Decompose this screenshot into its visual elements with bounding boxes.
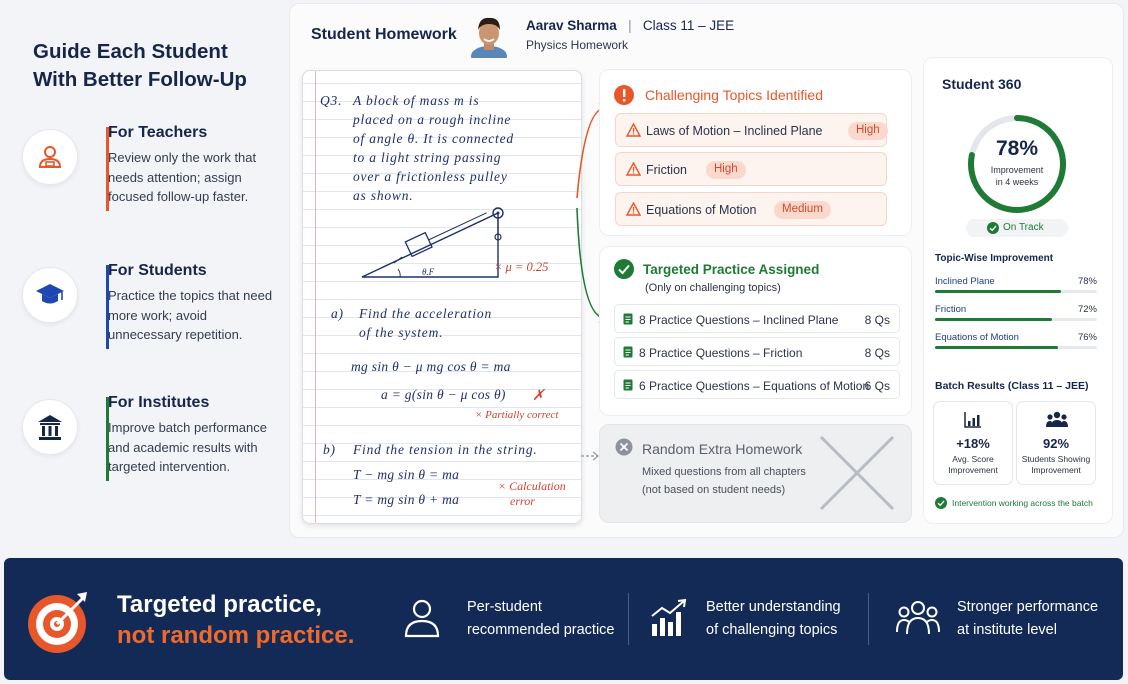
growth-chart-icon [650,598,688,638]
group-icon [896,600,940,636]
practice-label: 6 Practice Questions – Equations of Motion [639,379,870,393]
improvement-label-1: Improvement [990,165,1044,175]
headline-line-1: Guide Each Student [33,40,228,63]
banner-item-3-line-2: at institute level [957,622,1057,638]
batch-title: Batch Results (Class 11 – JEE) [935,380,1089,392]
random-line-1: Mixed questions from all chapters [642,466,806,478]
banner-divider [628,593,629,645]
practice-item[interactable] [614,304,900,333]
audience-teachers [20,124,282,227]
banner-item-3 [957,596,1098,642]
question-line-2: placed on a rough incline [353,112,512,127]
level-badge: High [706,161,746,179]
banner-item-1-line-2: recommended practice [467,622,615,638]
topic-item[interactable] [615,152,887,186]
improvement-value: 78% [995,137,1039,160]
topic-bar-label: Inclined Plane [935,276,995,287]
topic-bar-fill [935,346,1058,349]
warning-icon [626,162,641,176]
topic-item[interactable] [615,113,887,147]
topic-bar-label: Equations of Motion [935,332,1019,343]
level-badge: High [848,122,888,140]
avg-score-value: +18% [956,436,990,451]
students-showing-tile [1016,401,1096,485]
students-showing-label-1: Students Showing [1021,454,1091,464]
banner-item-2 [706,596,841,642]
teacher-icon [22,129,78,185]
part-a-line-1: Find the acceleration [359,306,493,321]
institutes-title: For Institutes [108,394,210,411]
equation-a1: mg sin θ − μ mg cos θ = ma [351,359,511,374]
warning-icon [626,123,641,137]
level-badge: Medium [774,201,831,219]
chart-icon [964,411,982,428]
improvement-label-2: in 4 weeks [995,177,1039,187]
warning-icon [626,202,641,216]
document-icon [623,346,633,358]
group-icon [1046,411,1068,428]
practice-item[interactable] [614,370,900,399]
note-partially-correct: × Partially correct [475,409,559,421]
status-text: On Track [1003,222,1044,233]
angle-label: θ.F [422,267,435,277]
banner-item-3-line-1: Stronger performance [957,599,1099,615]
students-showing-label-2: Improvement [1031,465,1081,475]
topic-bar-fill [935,318,1052,321]
practice-count: 8 Qs [864,346,890,360]
practice-label: 8 Practice Questions – Inclined Plane [639,313,839,327]
practice-item[interactable] [614,337,900,366]
question-label: Q3. [320,93,343,108]
avg-score-label-2: Improvement [948,465,998,475]
topic-wise-title: Topic-Wise Improvement [935,253,1054,264]
topic-bar-label: Friction [935,304,967,315]
audience-institutes [20,394,282,497]
check-icon [935,497,947,509]
institute-icon [22,399,78,455]
homework-title: Student Homework [311,26,457,43]
avg-score-label-1: Avg. Score [952,454,994,464]
batch-footer: Intervention working across the batch [952,498,1093,508]
check-icon [987,222,999,234]
avatar [469,12,509,58]
headline-line-2: With Better Follow-Up [33,68,247,91]
banner-item-2-line-2: of challenging topics [706,622,838,638]
targeted-subtitle: (Only on challenging topics) [645,282,781,294]
banner-item-1 [467,596,615,642]
document-icon [623,313,633,325]
students-showing-value: 92% [1042,436,1070,451]
alert-icon [613,84,635,106]
separator: | [620,18,640,33]
improvement-ring [966,113,1068,215]
banner-divider [868,593,869,645]
student-class: Class 11 – JEE [642,18,735,33]
target-icon [27,590,91,654]
practice-count: 8 Qs [864,313,890,327]
s360-title: Student 360 [942,76,1022,92]
part-b-label: b) [323,442,336,457]
banner-item-1-line-1: Per-student [467,599,542,615]
topic-item[interactable] [615,192,887,226]
random-line-2: (not based on student needs) [642,484,786,496]
banner-line-2: not random practice. [117,622,355,649]
student-header [526,18,734,33]
practice-count: 6 Qs [864,379,890,393]
note-error: error [510,494,535,508]
note-calculation: × Calculation [498,479,566,493]
question-line-6: as shown. [353,188,414,203]
topic-bar-value: 72% [1077,304,1097,315]
status-badge [966,219,1068,237]
challenging-title: Challenging Topics Identified [645,87,823,103]
random-title: Random Extra Homework [642,441,803,457]
question-line-5: over a frictionless pulley [353,169,508,184]
part-a-line-2: of the system. [359,325,444,340]
equation-b1: T − mg sin θ = ma [353,467,460,482]
check-circle-icon [613,258,635,280]
teachers-desc: Review only the work that needs attention; assign focused follow-up faster. [108,150,257,204]
student-name: Aarav Sharma [526,18,617,33]
cross-out-icon [815,431,899,515]
institutes-desc: Improve batch performance and academic results with targeted intervention. [108,420,267,474]
topic-bar-value: 76% [1077,332,1097,343]
topic-name: Equations of Motion [646,203,757,217]
page-headline [33,38,247,94]
students-title: For Students [108,262,207,279]
document-icon [623,379,633,391]
topic-name: Friction [646,163,687,177]
topic-bar-fill [935,290,1061,293]
graduation-cap-icon [22,267,78,323]
question-line-3: of angle θ. It is connected [353,131,514,146]
students-desc: Practice the topics that need more work; avoid unnecessary repetition. [108,288,273,342]
equation-a2: a = g(sin θ − μ cos θ) [381,387,506,402]
practice-label: 8 Practice Questions – Friction [639,346,803,360]
mu-label: × μ = 0.25 [494,260,549,274]
question-line-4: to a light string passing [353,150,502,165]
equation-b2: T = mg sin θ + ma [353,492,460,507]
avg-score-tile [933,401,1013,485]
part-a-label: a) [331,306,344,321]
student-subject: Physics Homework [526,38,629,52]
audience-students [20,262,282,365]
topic-name: Laws of Motion – Inclined Plane [646,124,823,138]
part-b-line: Find the tension in the string. [353,442,538,457]
targeted-title: Targeted Practice Assigned [643,262,820,277]
topic-bar-value: 78% [1077,276,1097,287]
notebook-margin [315,71,316,523]
person-icon [403,598,441,638]
question-line-1: A block of mass m is [353,93,480,108]
mark-a: ✗ [532,388,545,404]
teachers-title: For Teachers [108,124,208,141]
close-circle-icon [615,438,633,456]
banner-line-1: Targeted practice, [117,591,322,618]
banner-item-2-line-1: Better understanding [706,599,841,615]
